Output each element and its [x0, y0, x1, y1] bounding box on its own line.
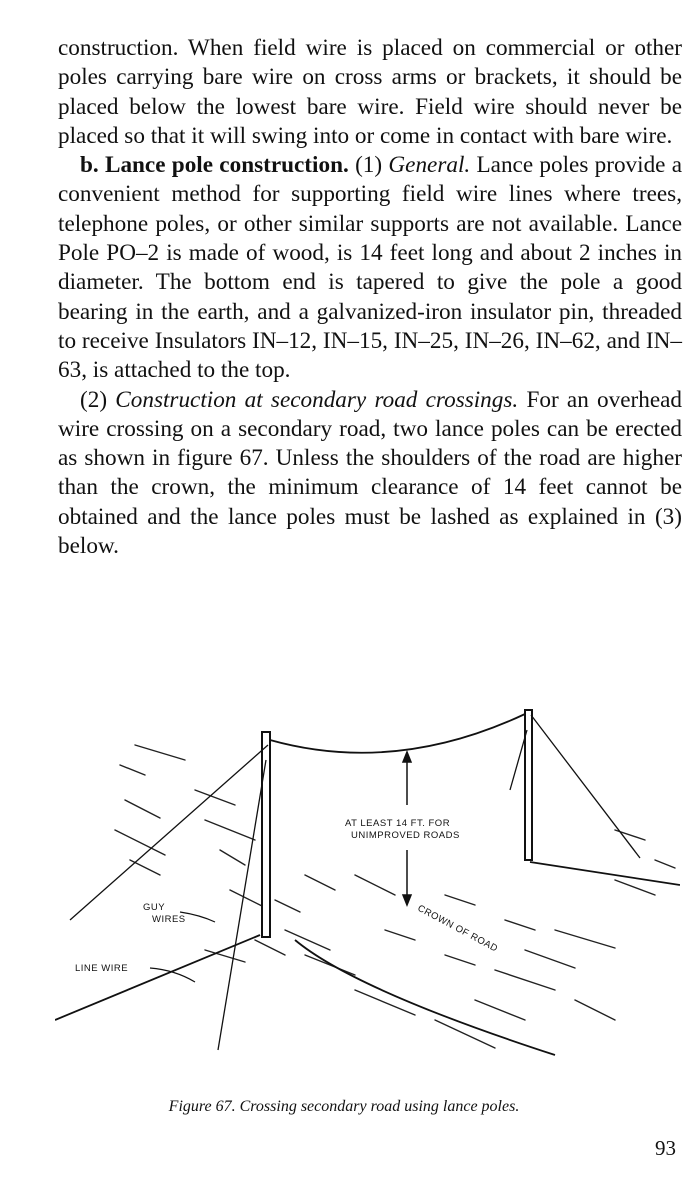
overhead-wire — [270, 714, 525, 753]
road-crossing-illustration — [55, 700, 680, 1070]
road-edges — [55, 862, 680, 1055]
clearance-label-line2: UNIMPROVED ROADS — [351, 830, 460, 841]
figure-67 — [55, 700, 680, 1070]
line-wire-label: LINE WIRE — [75, 963, 129, 974]
paragraph-construction: construction. When field wire is placed on commercial or other poles carrying bare wire on cross arms or brackets, it should be placed below the lowest bare wire. Field wire should never be placed so that it will swing into or come in contact with bare wire. — [58, 35, 682, 149]
body-text — [58, 34, 682, 561]
paragraph-general-text: Lance poles provide a convenient method for supporting field wire lines where trees, telephone poles, or other similar supports are not available. Lance Pole PO–2 is made of wood, is 14 feet long and about 2 inches in diameter. The bottom end is tapered to give the pole a good bearing in the earth, and a galvanized-iron insulator pin, threaded to receive Insulators IN–12, IN–15, IN–25, IN–26, IN–62, and IN–63, is attached to the top. — [58, 152, 683, 384]
guy-label-line2: WIRES — [152, 914, 186, 925]
page-number: 93 — [655, 1136, 676, 1160]
paragraph-lance-pole — [58, 151, 682, 385]
paragraph-road-crossings — [58, 386, 682, 562]
item-number: (2) — [80, 386, 108, 413]
guy-wires — [70, 715, 640, 1050]
crown-of-road-label: CROWN OF ROAD — [415, 902, 500, 955]
subheading-road-crossings: Construction at secondary road crossings. — [115, 386, 519, 413]
road-texture — [115, 745, 675, 1048]
section-heading: b. Lance pole construction. — [80, 152, 349, 179]
clearance-label-line1: AT LEAST 14 FT. FOR — [345, 818, 451, 829]
guy-label-line1: GUY — [143, 902, 166, 913]
figure-caption: Figure 67. Crossing secondary road using lance poles. — [168, 1098, 520, 1115]
subheading-general: General. — [388, 152, 471, 179]
item-number: (1) — [355, 152, 383, 179]
paragraph-road-text: For an overhead wire crossing on a secondary road, two lance poles can be erected as shown in figure 67. Unless the shoulders of the road are higher than the crown, the minimum clearance of 14 feet cannot be obtained and the lance poles must be lashed as explained in (3) below. — [58, 386, 683, 560]
